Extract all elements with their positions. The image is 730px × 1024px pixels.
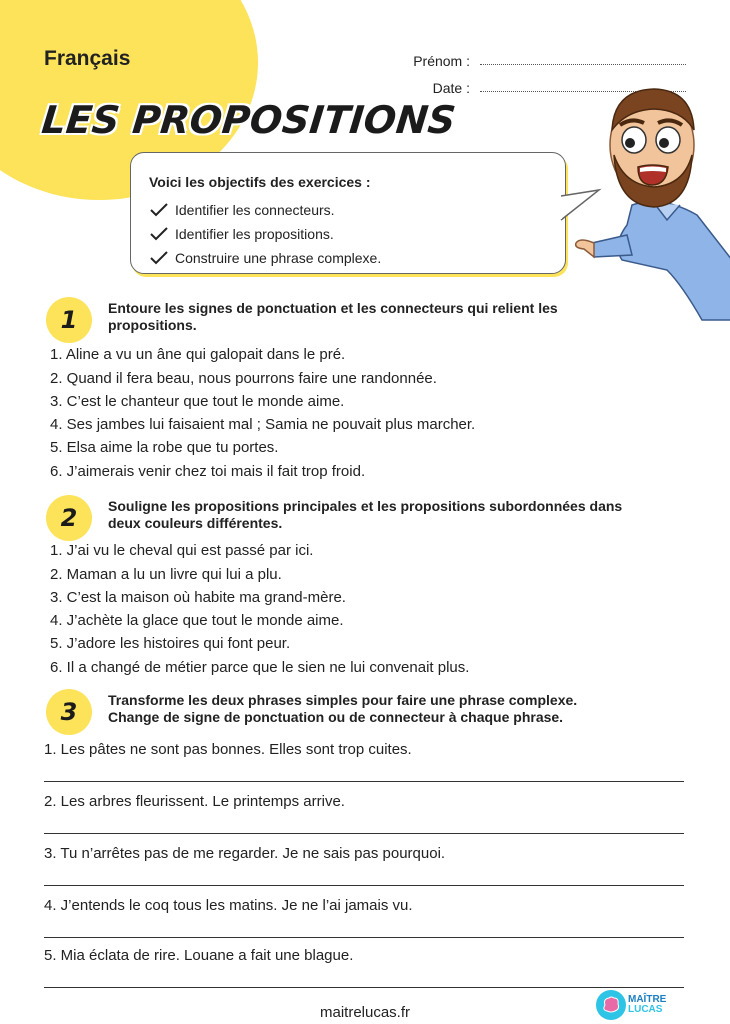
firstname-field[interactable]	[413, 42, 686, 69]
exercise-1-item: 4. Ses jambes lui faisaient mal ; Samia ne pouvait plus marcher.	[50, 416, 476, 433]
answer-line[interactable]	[44, 781, 684, 782]
exercise-3-item: 5. Mia éclata de rire. Louane a fait une blague.	[44, 947, 354, 964]
answer-line[interactable]	[44, 937, 684, 938]
answer-line[interactable]	[44, 833, 684, 834]
exercise-1-item: 3. C’est le chanteur que tout le monde aime.	[50, 393, 345, 410]
exercise-3-item: 3. Tu n’arrêtes pas de me regarder. Je ne sais pas pourquoi.	[44, 845, 446, 862]
exercise-3-instruction-line: Transforme les deux phrases simples pour faire une phrase complexe.	[108, 692, 578, 708]
exercise-2-number-badge: 2	[46, 495, 92, 541]
exercise-3-number-badge: 3	[46, 689, 92, 735]
exercise-3-item: 4. J’entends le coq tous les matins. Je ne l’ai jamais vu.	[44, 897, 413, 914]
objective-item	[149, 226, 334, 242]
objectives-title: Voici les objectifs des exercices :	[149, 174, 371, 190]
firstname-label: Prénom :	[413, 53, 470, 69]
checkmark-icon	[149, 202, 169, 218]
exercise-1-item: 1. Aline a vu un âne qui galopait dans le pré.	[50, 346, 346, 363]
objective-item	[149, 202, 335, 218]
exercise-2-item: 1. J’ai vu le cheval qui est passé par ici.	[50, 542, 314, 559]
logo-text	[628, 995, 666, 1015]
page-title: LES PROPOSITIONS	[39, 98, 458, 142]
exercise-3-instruction	[108, 692, 628, 726]
exercise-1-instruction: Entoure les signes de ponctuation et les connecteurs qui relient les propositions.	[108, 300, 558, 333]
footer-url[interactable]: maitrelucas.fr	[319, 1004, 411, 1021]
exercise-3-item: 2. Les arbres fleurissent. Le printemps arrive.	[44, 793, 345, 810]
exercise-2-item: 6. Il a changé de métier parce que le sien ne lui convenait plus.	[50, 659, 470, 676]
exercise-3-instruction-line: Change de signe de ponctuation ou de connecteur à chaque phrase.	[108, 709, 564, 725]
exercise-2-item: 4. J’achète la glace que tout le monde aime.	[50, 612, 344, 629]
subject-label: Français	[44, 47, 131, 70]
answer-line[interactable]	[44, 987, 684, 988]
exercise-2-item: 2. Maman a lu un livre qui lui a plu.	[50, 566, 282, 583]
brain-icon	[596, 990, 626, 1020]
exercise-1-item: 6. J’aimerais venir chez toi mais il fait trop froid.	[50, 463, 366, 480]
logo-line-1: MAÎTRE	[628, 994, 667, 1005]
exercise-3-item: 1. Les pâtes ne sont pas bonnes. Elles sont trop cuites.	[44, 741, 412, 758]
exercise-1-item: 2. Quand il fera beau, nous pourrons faire une randonnée.	[50, 370, 437, 387]
maitre-lucas-logo	[596, 990, 666, 1020]
objective-item	[149, 250, 381, 266]
objectives-bubble	[130, 152, 566, 274]
teacher-character-illustration	[572, 85, 730, 320]
date-label: Date :	[432, 80, 470, 96]
exercise-2-item: 5. J’adore les histoires qui font peur.	[50, 635, 291, 652]
objective-text: Identifier les propositions.	[175, 226, 334, 242]
logo-line-2: LUCAS	[628, 1004, 663, 1015]
objective-text: Construire une phrase complexe.	[175, 250, 382, 266]
firstname-dotted-line[interactable]	[480, 64, 686, 65]
objective-text: Identifier les connecteurs.	[175, 202, 335, 218]
exercise-1-number-badge: 1	[46, 297, 92, 343]
answer-line[interactable]	[44, 885, 684, 886]
exercise-2-item: 3. C’est la maison où habite ma grand-mère.	[50, 589, 346, 606]
exercise-1-item: 5. Elsa aime la robe que tu portes.	[50, 439, 279, 456]
checkmark-icon	[149, 250, 169, 266]
checkmark-icon	[149, 226, 169, 242]
exercise-2-instruction: Souligne les propositions principales et les propositions subordonnées dans deux couleurs différentes.	[108, 498, 623, 531]
